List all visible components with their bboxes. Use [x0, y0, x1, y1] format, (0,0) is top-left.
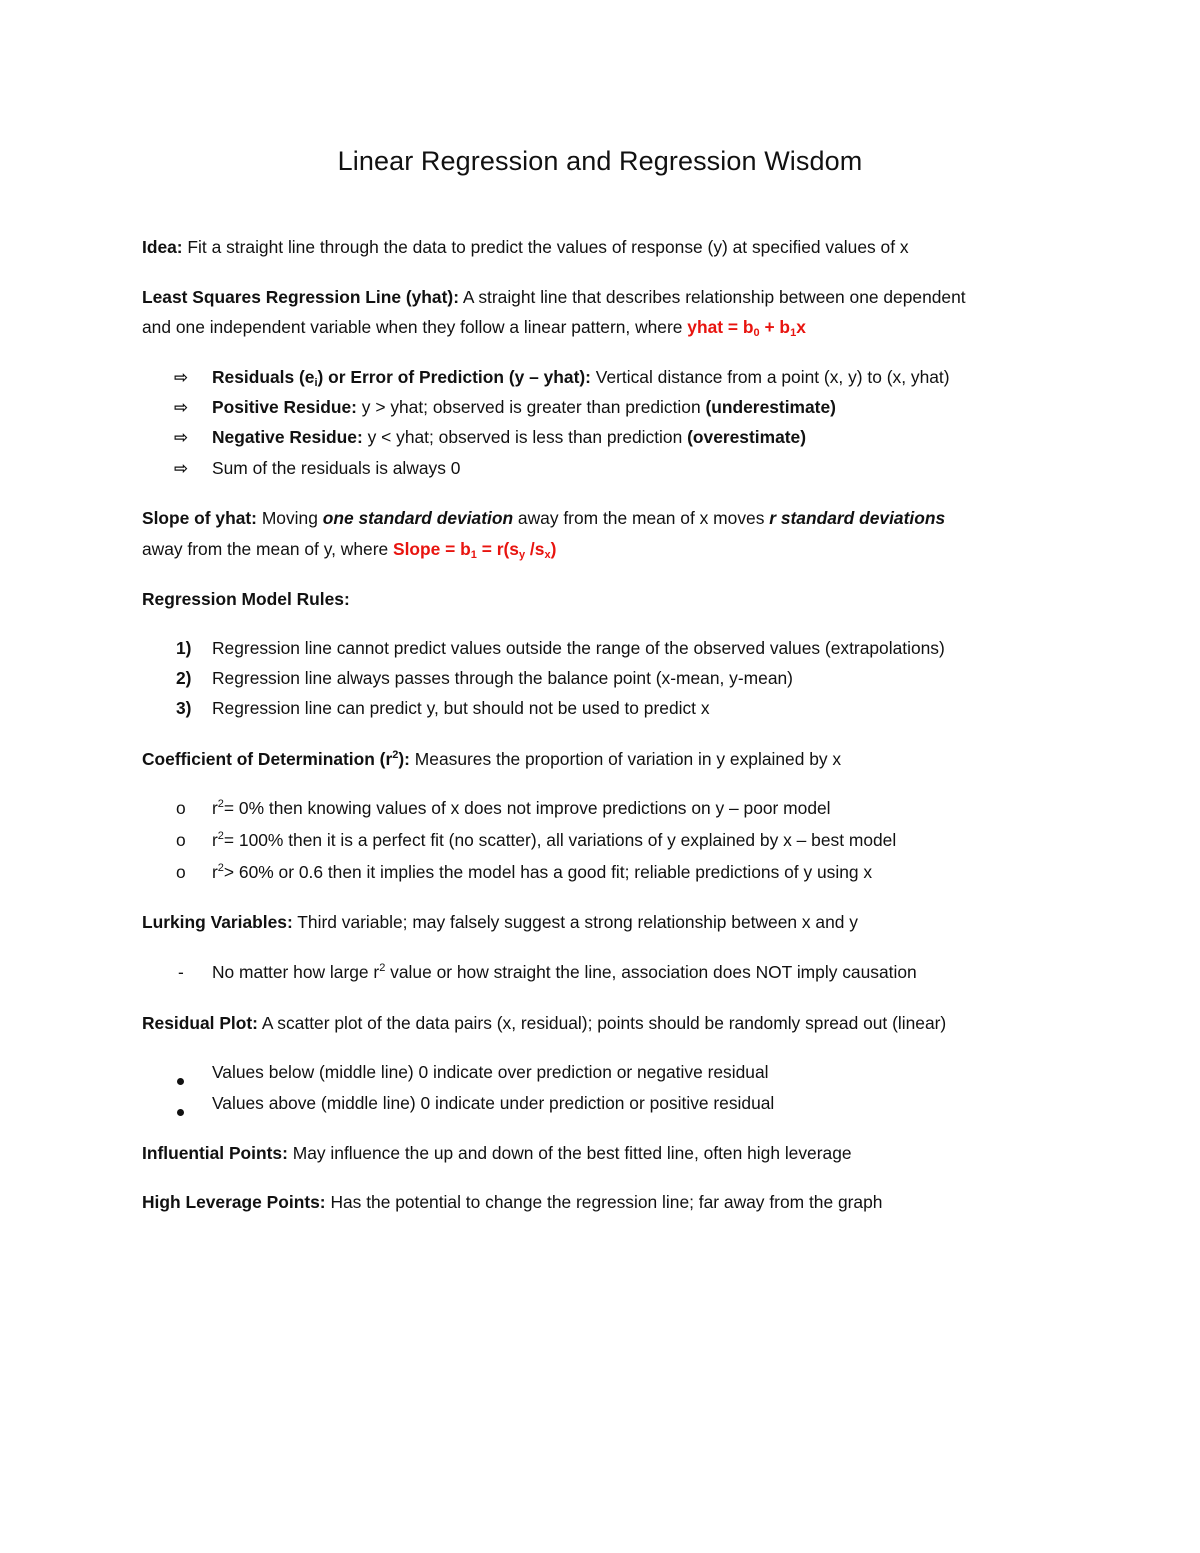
arrow-bullet-icon: ⇨	[174, 459, 189, 478]
cod-item: $r^2> 60\%$ or 0.6 then it implies the model has a good fit; reliable predictions of y using x	[212, 862, 873, 882]
circle-bullet-icon: o	[176, 798, 186, 818]
arrow-bullet-icon: ⇨	[174, 428, 189, 447]
rules-heading: Regression Model Rules:	[142, 589, 350, 609]
rule-item: Regression line can predict y, but should not be used to predict x	[212, 698, 710, 718]
slope-formula: Slope = $b_1 = r(s_y$ $/s_x$)	[392, 539, 557, 561]
cod-item: $r^2= 0\%$ then knowing values of x does not improve predictions on y – poor model	[212, 798, 831, 818]
negative-residue-item: Negative Residue: y < yhat; observed is less than prediction (overestimate)	[212, 427, 806, 447]
slope-paragraph-line2: away from the mean of y, where Slope = $b_1 = r(s_y$ $/s_x$)	[142, 539, 557, 561]
dash-bullet-icon: -	[178, 962, 184, 982]
residual-plot-item: Values above (middle line) 0 indicate under prediction or positive residual	[212, 1093, 775, 1113]
bullet-dot-icon	[177, 1099, 184, 1121]
slope-paragraph-line1: Slope of yhat: Moving one standard deviation away from the mean of x moves r standard deviations	[142, 508, 946, 528]
rule-number: 3)	[176, 698, 192, 718]
arrow-bullet-icon: ⇨	[174, 368, 189, 387]
circle-bullet-icon: o	[176, 862, 186, 882]
cod-paragraph: Coefficient of Determination $(r^2)$: Measures the proportion of variation in y explained by x	[142, 749, 842, 769]
lsrl-paragraph-line1	[142, 286, 966, 308]
lsrl-paragraph-line2	[142, 316, 806, 338]
cod-item: $r^2= 100\%$ then it is a perfect fit (no scatter), all variations of y explained by x – best model	[212, 830, 897, 850]
lurking-paragraph: Lurking Variables: Third variable; may falsely suggest a strong relationship between x and y	[142, 912, 858, 932]
bullet-dot-icon	[177, 1068, 184, 1090]
idea-paragraph	[142, 236, 909, 258]
lsrl-text-2: and one independent variable when they follow a linear pattern, where	[142, 317, 688, 337]
circle-bullet-icon: o	[176, 830, 186, 850]
leverage-paragraph: High Leverage Points: Has the potential to change the regression line; far away from the graph	[142, 1192, 883, 1212]
rule-item: Regression line always passes through the balance point (x-mean, y-mean)	[212, 668, 793, 688]
rule-item: Regression line cannot predict values outside the range of the observed values (extrapolations)	[212, 638, 945, 658]
idea-text: Fit a straight line through the data to predict the values of response (y) at specified values of x	[182, 237, 909, 257]
influential-paragraph: Influential Points: May influence the up and down of the best fitted line, often high leverage	[142, 1143, 852, 1163]
lurking-item: No matter how large $r^2$ value or how straight the line, association does NOT imply causation	[212, 962, 917, 982]
residuals-item: Residuals $(e_i)$ or Error of Prediction (y – yhat): Vertical distance from a point (x, y) to (x, yhat)	[212, 367, 950, 389]
sum-residuals-item: Sum of the residuals is always 0	[212, 458, 461, 478]
residual-plot-paragraph: Residual Plot: A scatter plot of the data pairs (x, residual); points should be randomly spread out (linear)	[142, 1013, 947, 1033]
lsrl-text-1: A straight line that describes relationship between one dependent	[458, 287, 966, 307]
positive-residue-item: Positive Residue: y > yhat; observed is greater than prediction (underestimate)	[212, 397, 836, 417]
arrow-bullet-icon: ⇨	[174, 398, 189, 417]
lsrl-formula: yhat = $b_0 + b_1x$	[687, 317, 806, 339]
idea-label: Idea:	[142, 237, 183, 257]
rule-number: 2)	[176, 668, 192, 688]
page-title: Linear Regression and Regression Wisdom	[337, 146, 863, 176]
rule-number: 1)	[176, 638, 192, 658]
lsrl-label: Least Squares Regression Line (yhat):	[142, 287, 459, 307]
residual-plot-item: Values below (middle line) 0 indicate over prediction or negative residual	[212, 1062, 769, 1082]
